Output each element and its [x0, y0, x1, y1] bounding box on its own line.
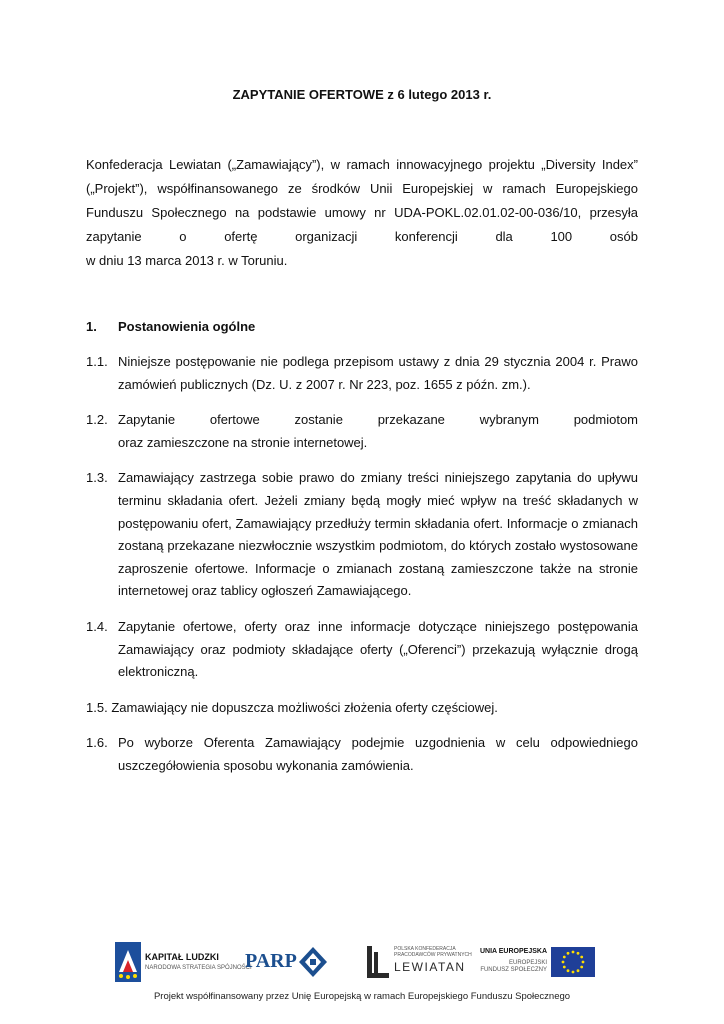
parp-wordmark: PARP — [245, 950, 297, 972]
intro-paragraph — [86, 153, 638, 273]
item-text: Zamawiający nie dopuszcza możliwości złożenia oferty częściowej. — [111, 699, 498, 715]
footer-logos — [115, 940, 595, 984]
section-items — [86, 351, 638, 791]
item-number: 1.3. — [86, 470, 108, 486]
item-text: Zamawiający zastrzega sobie prawo do zmiany treści niniejszego zapytania do upływu terminu składania ofert. Jeżeli zmiany będą mogły mieć wpływ na treść składanych w postępowaniu ofert, Zamawiający przedłuży termin składania ofert. Informacje o zmianach zostaną przekazane niezwłocznie wszystkim podmiotom, do których zostało wystosowane zaproszenie ofertowe. Informacje o zmianach zostaną zamieszczone także na stronie internetowej oraz tablicy ogłoszeń Zamawiającego. — [118, 470, 638, 599]
kapital-ludzki-logo — [115, 940, 252, 984]
kapital-ludzki-title: KAPITAŁ LUDZKI — [145, 952, 219, 962]
section-title: Postanowienia ogólne — [118, 319, 256, 334]
list-item — [86, 697, 638, 720]
list-item — [86, 732, 638, 777]
item-number: 1.5. — [86, 699, 108, 715]
lewiatan-small-line-2: PRACODAWCÓW PRYWATNYCH — [394, 952, 472, 958]
lewiatan-small-line-1: POLSKA KONFEDERACJA — [394, 946, 456, 952]
parp-logo — [245, 940, 330, 984]
lewiatan-logo — [367, 940, 472, 984]
eu-title: UNIA EUROPEJSKA — [479, 948, 547, 955]
eu-flag-icon — [551, 947, 595, 977]
footer-note: Projekt współfinansowany przez Unię Europejską w ramach Europejskiego Funduszu Społecznego — [153, 991, 571, 1002]
list-item — [86, 616, 638, 684]
section-heading — [86, 318, 638, 336]
item-text: Zapytanie ofertowe, oferty oraz inne informacje dotyczące niniejszego postępowania Zamawiający oraz podmioty składające oferty („Oferenci”) przekazują wyłącznie drogą elektroniczną. — [118, 618, 638, 680]
kapital-ludzki-emblem-icon — [115, 942, 141, 982]
intro-line-4: zapytanie o ofertę organizacji konferencji dla 100 osób — [86, 229, 638, 244]
item-number: 1.1. — [86, 354, 108, 369]
kapital-ludzki-subtitle: NARODOWA STRATEGIA SPÓJNOŚCI — [145, 965, 252, 971]
item-text-line-1: Zapytanie ofertowe zostanie przekazane wybranym podmiotom — [118, 412, 638, 428]
eu-logo — [479, 940, 595, 984]
lewiatan-emblem-icon — [367, 946, 389, 978]
item-number: 1.6. — [86, 735, 108, 751]
intro-line-5: w dniu 13 marca 2013 r. w Toruniu. — [86, 253, 288, 268]
eu-subtitle-1: EUROPEJSKI — [508, 960, 547, 966]
item-number: 1.2. — [86, 412, 108, 428]
eu-subtitle-2: FUNDUSZ SPOŁECZNY — [480, 967, 547, 973]
list-item — [86, 467, 638, 603]
list-item — [86, 351, 638, 396]
section-number: 1. — [86, 319, 97, 334]
intro-line-3: Funduszu Społecznego na podstawie umowy nr UDA-POKL.02.01.02-00-036/10, przesyła — [86, 205, 638, 220]
item-number: 1.4. — [86, 618, 108, 634]
item-text: Niniejsze postępowanie nie podlega przepisom ustawy z dnia 29 stycznia 2004 r. Prawo zamówień publicznych (Dz. U. z 2007 r. Nr 223, poz. 1655 z późn. zm.). — [118, 354, 638, 392]
parp-emblem-icon — [299, 947, 327, 977]
document-title: ZAPYTANIE OFERTOWE z 6 lutego 2013 r. — [232, 87, 492, 102]
item-text-line-2: oraz zamieszczone na stronie internetowej. — [118, 434, 368, 450]
lewiatan-wordmark: LEWIATAN — [394, 960, 466, 974]
intro-line-1: Konfederacja Lewiatan („Zamawiający”), w ramach innowacyjnego projektu „Diversity Index” — [86, 157, 638, 172]
list-item — [86, 409, 638, 454]
intro-line-2: („Projekt”), współfinansowanego ze środków Unii Europejskiej w ramach Europejskiego — [86, 181, 638, 196]
item-text: Po wyborze Oferenta Zamawiający podejmie uzgodnienia w celu odpowiedniego uszczegółowienia sposobu wykonania zamówienia. — [118, 735, 638, 773]
